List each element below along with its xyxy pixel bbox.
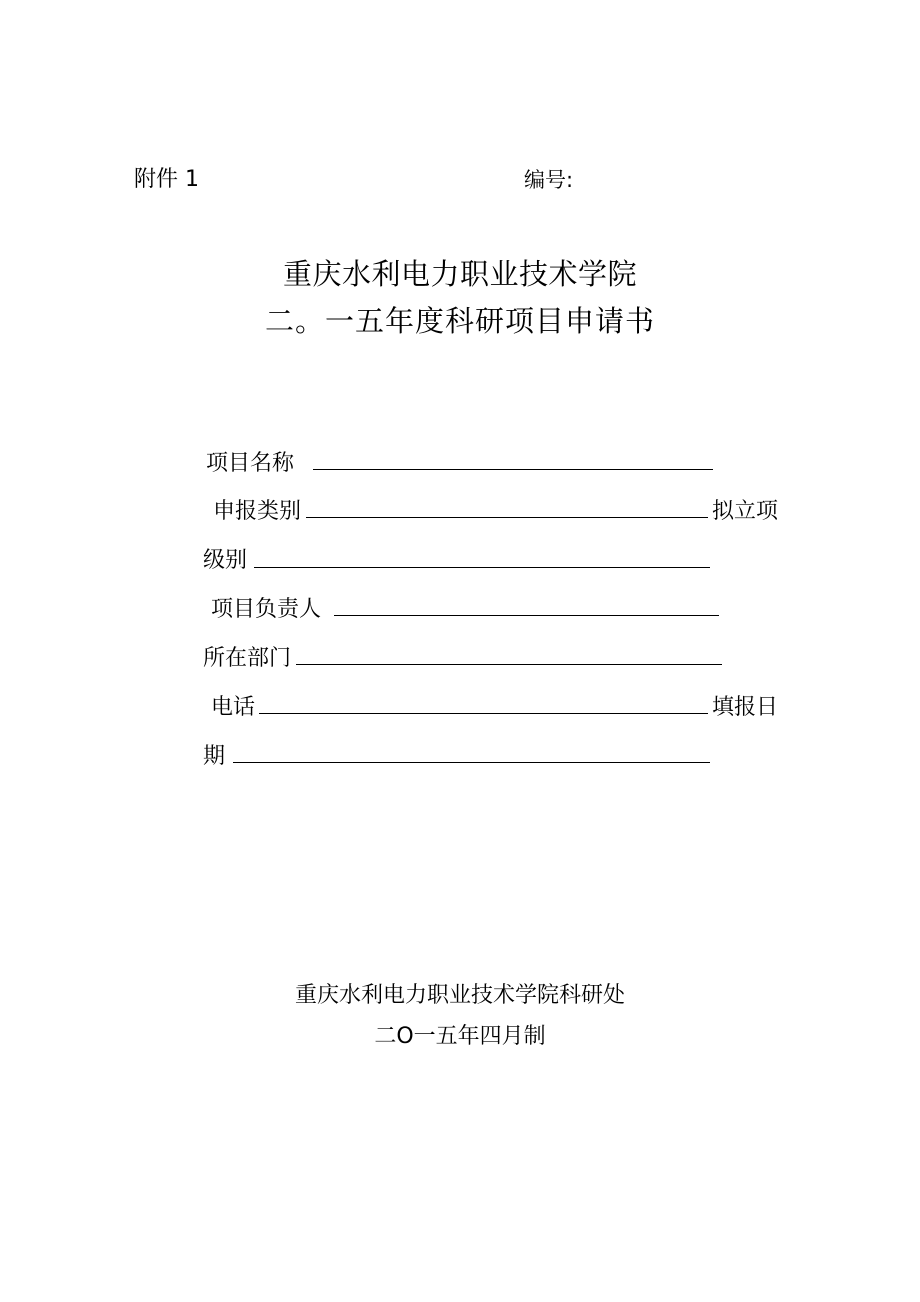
- document-title-line-2: 二。一五年度科研项目申请书: [264, 304, 655, 338]
- document-title-line-1: 重庆水利电力职业技术学院: [282, 257, 637, 291]
- proposed-level-line[interactable]: [254, 567, 710, 568]
- project-leader-line[interactable]: [334, 615, 719, 616]
- fill-date-label-part2: 期: [203, 744, 226, 769]
- proposed-level-label-part1: 拟立项: [712, 499, 779, 524]
- project-name-label: 项目名称: [206, 451, 295, 476]
- serial-number-label: 编号:: [524, 168, 574, 192]
- project-name-line[interactable]: [313, 469, 713, 470]
- phone-line[interactable]: [259, 713, 708, 714]
- declare-category-label: 申报类别: [213, 499, 302, 524]
- department-line[interactable]: [296, 664, 722, 665]
- issue-date: 二O一五年四月制: [374, 1024, 546, 1049]
- issuing-office: 重庆水利电力职业技术学院科研处: [294, 983, 625, 1008]
- attachment-label: 附件 1: [134, 167, 199, 192]
- fill-date-label-part1: 填报日: [712, 695, 779, 720]
- proposed-level-label-part2: 级别: [203, 548, 248, 573]
- declare-category-line[interactable]: [306, 517, 708, 518]
- phone-label: 电话: [211, 695, 256, 720]
- project-leader-label: 项目负责人: [211, 597, 322, 622]
- department-label: 所在部门: [203, 646, 292, 671]
- fill-date-line[interactable]: [233, 762, 710, 763]
